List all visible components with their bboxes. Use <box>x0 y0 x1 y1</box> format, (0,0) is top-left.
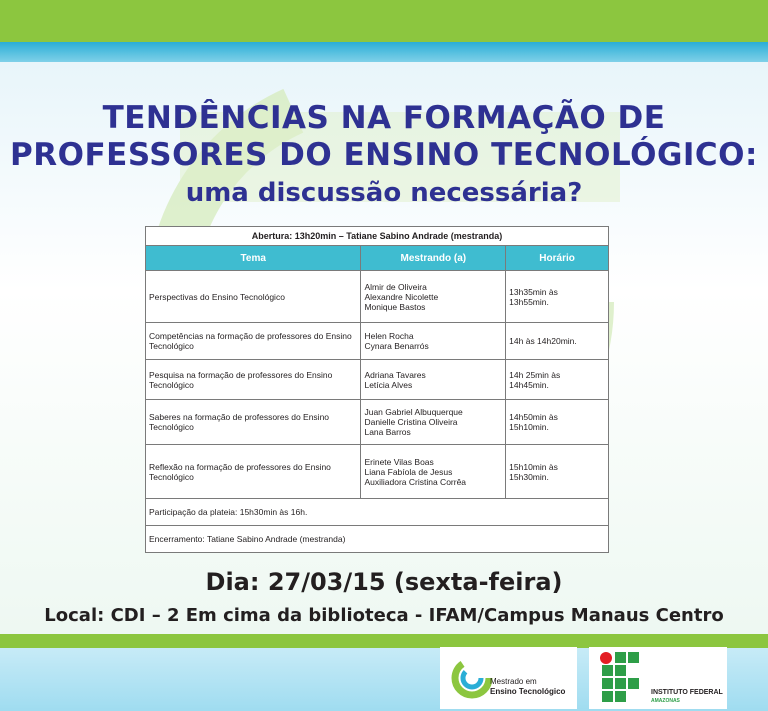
mestrado-logo-line1: Mestrado em <box>490 677 537 686</box>
header-mestrando: Mestrando (a) <box>361 246 506 271</box>
table-row <box>146 360 609 400</box>
mestrando-cell: Helen Rocha Cynara Benarrós <box>361 323 506 360</box>
closing-row <box>146 526 609 553</box>
tema-cell: Perspectivas do Ensino Tecnológico <box>146 271 361 323</box>
table-row <box>146 400 609 445</box>
mestrado-logo-line2: Ensino Tecnológico <box>490 687 566 696</box>
mestrando-cell: Juan Gabriel Albuquerque Danielle Cristina Oliveira Lana Barros <box>361 400 506 445</box>
table-row <box>146 323 609 360</box>
horario-cell: 13h35min às 13h55min. <box>506 271 609 323</box>
mestrado-logo <box>440 647 577 709</box>
opening-row <box>146 227 609 246</box>
horario-cell: 14h50min às 15h10min. <box>506 400 609 445</box>
table-row <box>146 445 609 499</box>
event-date: Dia: 27/03/15 (sexta-feira) <box>205 568 563 596</box>
mestrando-cell: Adriana Tavares Letícia Alves <box>361 360 506 400</box>
ifam-grid-icon <box>599 649 649 707</box>
top-blue-band <box>0 42 768 62</box>
horario-cell: 15h10min às 15h30min. <box>506 445 609 499</box>
header-horario: Horário <box>506 246 609 271</box>
ifam-logo <box>589 647 727 709</box>
event-location: Local: CDI – 2 Em cima da biblioteca - IFAM/Campus Manaus Centro <box>44 605 724 626</box>
mestrando-cell: Almir de Oliveira Alexandre Nicolette Monique Bastos <box>361 271 506 323</box>
bottom-green-band <box>0 634 768 648</box>
closing-cell: Encerramento: Tatiane Sabino Andrade (mestranda) <box>146 526 609 553</box>
top-green-band <box>0 0 768 42</box>
header-tema: Tema <box>146 246 361 271</box>
schedule-table <box>145 226 609 553</box>
ifam-logo-line1: INSTITUTO FEDERAL <box>651 689 723 696</box>
participation-cell: Participação da plateia: 15h30min às 16h. <box>146 499 609 526</box>
participation-row <box>146 499 609 526</box>
table-header-row <box>146 246 609 271</box>
horario-cell: 14h às 14h20min. <box>506 323 609 360</box>
tema-cell: Saberes na formação de professores do Ensino Tecnológico <box>146 400 361 445</box>
tema-cell: Pesquisa na formação de professores do Ensino Tecnológico <box>146 360 361 400</box>
mestrando-cell: Erinete Vilas Boas Liana Fabíola de Jesus Auxiliadora Cristina Corrêa <box>361 445 506 499</box>
opening-cell: Abertura: 13h20min – Tatiane Sabino Andrade (mestranda) <box>146 227 609 246</box>
title-line-1: TENDÊNCIAS NA FORMAÇÃO DE <box>102 100 666 136</box>
title-line-2: PROFESSORES DO ENSINO TECNOLÓGICO: <box>10 137 758 173</box>
page-subtitle: uma discussão necessária? <box>185 178 583 208</box>
horario-cell: 14h 25min às 14h45min. <box>506 360 609 400</box>
tema-cell: Competências na formação de professores do Ensino Tecnológico <box>146 323 361 360</box>
ifam-logo-line2: AMAZONAS <box>651 698 680 704</box>
mestrado-swirl-icon <box>450 656 494 700</box>
tema-cell: Reflexão na formação de professores do Ensino Tecnológico <box>146 445 361 499</box>
table-row <box>146 271 609 323</box>
page-title <box>0 100 768 174</box>
